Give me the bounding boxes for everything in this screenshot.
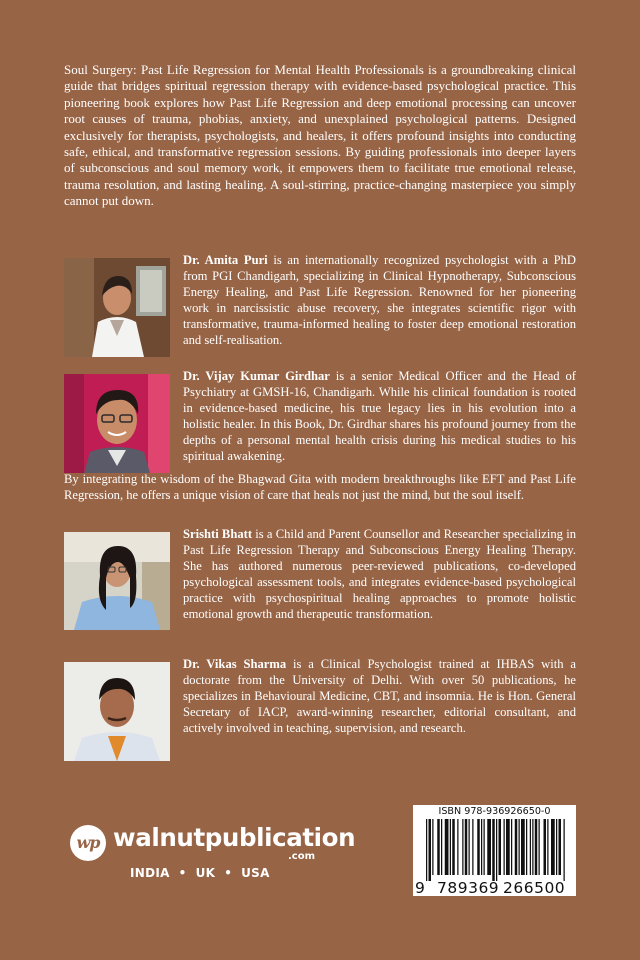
barcode-bar [506, 819, 510, 875]
barcode-bar [530, 819, 531, 875]
barcode-bar [519, 819, 520, 875]
barcode-bar [457, 819, 458, 875]
barcode-bar [429, 819, 432, 881]
author-bio-amita-puri [183, 253, 576, 348]
barcode-bar [544, 819, 547, 875]
barcode-bar [487, 819, 491, 875]
barcode-bar [515, 819, 518, 875]
barcode-bar [499, 819, 502, 875]
publisher-name: walnutpublication [113, 823, 356, 852]
barcode-bar [441, 819, 442, 875]
author-bio-vijay-kumar-girdhar [183, 369, 576, 464]
author-name-vikas-sharma: Dr. Vikas Sharma [183, 657, 287, 671]
barcode-bar [477, 819, 480, 875]
barcode-bar [465, 819, 468, 875]
barcode-digits-right: 266500 [503, 879, 566, 897]
barcode-bar [559, 819, 562, 875]
book-description: Soul Surgery: Past Life Regression for Mental Health Professionals is a groundbreaking clinical guide that bridges spiritual regression therapy with evidence-based psychological practice. This pioneering book explores how Past Life Regression and deep emotional processing can uncover root causes of trauma, phobias, anxiety, and unexplained psychological patterns. Designed exclusively for therapists, psychologists, and healers, it offers profound insights into conducting safe, ethical, and transformative regression sessions. By guiding professionals into deeper layers of subconscious and soul memory work, it empowers them to facilitate true emotional release, trauma resolution, and lasting healing. A soul-stirring, practice-changing masterpiece you simply cannot put down. [64, 62, 576, 209]
barcode-digits-left: 789369 [437, 879, 500, 897]
author-bio-srishti-bhatt [183, 527, 576, 622]
barcode-bar [564, 819, 565, 881]
barcode-bar [496, 819, 497, 881]
barcode-bar [450, 819, 451, 875]
author-name-vijay-kumar-girdhar: Dr. Vijay Kumar Girdhar [183, 369, 330, 383]
barcode-bar [511, 819, 512, 875]
barcode-bar [547, 819, 548, 875]
publisher-countries: INDIA • UK • USA [130, 866, 270, 880]
author-name-srishti-bhatt: Srishti Bhatt [183, 527, 253, 541]
barcode-bar [521, 819, 525, 875]
barcode-bar [481, 819, 482, 875]
barcode-bar [452, 819, 455, 875]
barcode-bar [492, 819, 495, 881]
barcode-bar [432, 819, 433, 875]
barcode-bar [551, 819, 555, 875]
author-photo-amita-puri [64, 258, 170, 357]
barcode-bar [445, 819, 449, 875]
barcode-bar [539, 819, 540, 875]
author-entry-amita-puri [64, 253, 576, 358]
barcode-bar [437, 819, 440, 875]
author-bio-vikas-sharma [183, 657, 576, 737]
author-bio-text: is an internationally recognized psychologist with a PhD from PGI Chandigarh, specializing in Clinical Hypnotherapy, Subconscious Energy Healing, and Past Life Regression. Renowned for her pioneering work in narcissistic abuse recovery, she integrates scientific rigor with transformative, trauma-informed healing to foster deep emotional restoration and self-realisation. [183, 253, 576, 347]
barcode-bar [472, 819, 473, 875]
barcode-bar [469, 819, 470, 875]
author-bio-text: is a Child and Parent Counsellor and Researcher specializing in Past Life Regression Therapy and Subconscious Energy Healing Therapy. She has authored numerous peer-reviewed publications, co-developed psychological assessment tools, and integrates evidence-based psychological practice with psychospiritual healing approaches to promote holistic emotional growth and therapeutic transformation. [183, 527, 576, 621]
barcode-bars [426, 819, 566, 881]
walnut-logo-icon: wp [70, 825, 106, 861]
author-name-amita-puri: Dr. Amita Puri [183, 253, 268, 267]
publisher-logo [70, 823, 356, 893]
barcode-bar [556, 819, 557, 875]
author-photo-vijay-kumar-girdhar [64, 374, 170, 473]
barcode-bar [532, 819, 533, 875]
author-bio-text: is a senior Medical Officer and the Head of Psychiatry at GMSH-16, Chandigarh. While his clinical foundation is rooted in evidence-based medicine, his true legacy lies in his evolution into a holistic healer. In this Book, Dr. Girdhar shares his profound journey from the depths of a personal mental health crisis during his medical studies to his spiritual awakening. [183, 369, 576, 463]
author-bio-text: is a Clinical Psychologist trained at IHBAS with a doctorate from the University of Delhi. With over 50 publications, he specializes in Behavioural Medicine, CBT, and insomnia. He is Hon. General Secretary of IACP, award-winning researcher, editorial consultant, and actively involved in teaching, supervision, and research. [183, 657, 576, 735]
author-entry-vijay-kumar-girdhar [64, 369, 576, 474]
barcode-bar [426, 819, 427, 881]
barcode-bar [526, 819, 527, 875]
barcode-digit-first: 9 [415, 879, 426, 897]
author-photo-vikas-sharma [64, 662, 170, 761]
barcode-bar [504, 819, 505, 875]
author-entry-srishti-bhatt [64, 527, 576, 632]
isbn-barcode [413, 805, 576, 896]
publisher-domain: .com [288, 851, 316, 862]
isbn-label: ISBN 978-936926650-0 [438, 806, 551, 817]
author-entry-vikas-sharma [64, 657, 576, 762]
author-bio-continued-vijay-kumar-girdhar: By integrating the wisdom of the Bhagwad Gita with modern breakthroughs like EFT and Past Life Regression, he offers a unique vision of care that heals not just the mind, but the soul itself. [64, 472, 576, 502]
barcode-bar [484, 819, 485, 875]
barcode-bar [462, 819, 463, 875]
barcode-bar [535, 819, 538, 875]
author-photo-srishti-bhatt [64, 532, 170, 630]
